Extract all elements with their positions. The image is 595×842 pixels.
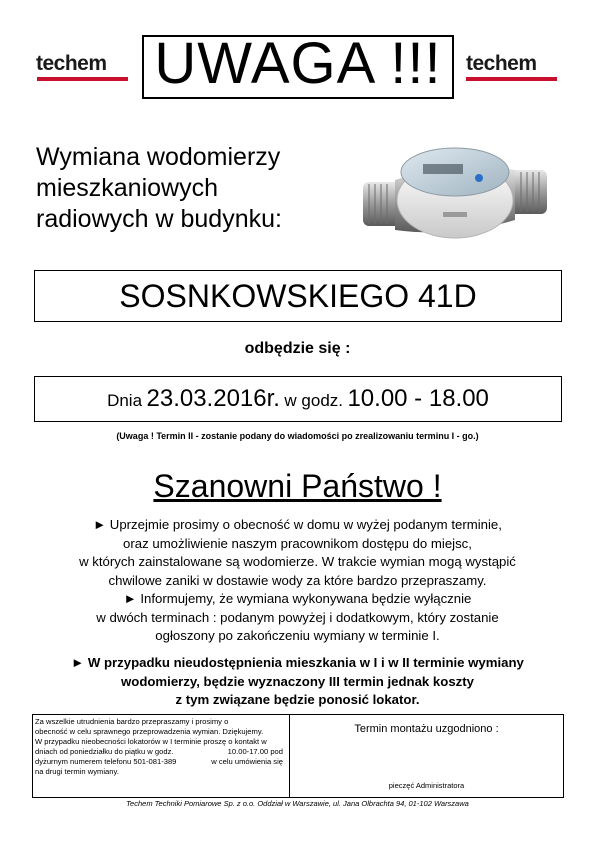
apology-text xyxy=(35,717,283,777)
apology-line: na drugi termin wymiany. xyxy=(35,767,119,776)
apology-line: Za wszelkie utrudnienia bardzo przepraszamy i prosimy o xyxy=(35,717,229,726)
intro-line-3: radiowych w budynku: xyxy=(36,205,282,233)
paragraph-3-line: ► W przypadku nieudostępnienia mieszkania w I i w II terminie wymiany xyxy=(71,655,524,670)
assembly-date-label: Termin montażu uzgodniono : xyxy=(354,723,499,735)
apology-line: w celu umówienia się xyxy=(211,757,283,766)
paragraph-1-line: chwilowe zaniki w dostawie wody za które bardzo przepraszamy. xyxy=(108,572,487,588)
techem-logo-left xyxy=(36,52,107,76)
intro-line-2: mieszkaniowych xyxy=(36,174,219,202)
logo-underline-left xyxy=(37,77,128,81)
stamp-label: pieczęć Administratora xyxy=(388,781,465,790)
greeting-heading: Szanowni Państwo ! xyxy=(153,468,442,504)
title-box xyxy=(142,31,454,99)
hours-prefix: w godz. xyxy=(284,391,343,410)
paragraph-3-line: z tym związane będzie ponosić lokator. xyxy=(175,692,420,707)
apology-line: W przypadku nieobecności lokatorów w I terminie proszę o kontakt w xyxy=(35,737,267,746)
date-box xyxy=(34,376,562,422)
paragraph-1-line: ► Uprzejmie prosimy o obecność w domu w wyżej podanym terminie, xyxy=(93,517,502,532)
paragraph-1-line: w których zainstalowane są wodomierze. W trakcie wymian mogą wystąpić xyxy=(79,554,516,569)
apology-line: dyżurnym numerem telefonu 501-081-389 xyxy=(35,757,177,766)
date-value: 23.03.2016r. xyxy=(146,385,280,412)
logo-text-right: techem xyxy=(466,52,537,75)
logo-text-left: techem xyxy=(36,52,107,75)
paragraph-3-line: wodomierzy, będzie wyznaczony III termin jednak koszty xyxy=(121,673,474,689)
water-meter-image xyxy=(355,120,555,250)
apology-line: obecność w celu sprawnego przeprowadzenia wymian. Dziękujemy. xyxy=(35,727,264,736)
logo-underline-right xyxy=(466,77,557,81)
paragraph-2-line: ogłoszony po zakończeniu wymiany w terminie I. xyxy=(155,628,440,643)
company-footer: Techem Techniki Pomiarowe Sp. z o.o. Oddział w Warszawie, ul. Jana Olbrachta 94, 01-102 Warszawa xyxy=(126,799,469,808)
term-note: (Uwaga ! Termin II - zostanie podany do wiadomości po zrealizowaniu terminu I - go.) xyxy=(116,431,479,441)
paragraph-1-line: oraz umożliwienie naszym pracownikom dostępu do miejsc, xyxy=(123,535,472,551)
date-prefix: Dnia xyxy=(107,391,143,410)
paragraph-2-line: w dwóch terminach : podanym powyżej i dodatkowym, który zostanie xyxy=(96,609,499,625)
footer-box xyxy=(32,714,564,798)
building-address: SOSNKOWSKIEGO 41D xyxy=(119,278,477,314)
paragraph-1 xyxy=(20,516,575,590)
apology-line: dniach od poniedziałku do piątku w godz. xyxy=(35,747,174,756)
page-title: UWAGA !!! xyxy=(154,31,442,96)
address-box xyxy=(34,270,562,322)
schedule-label: odbędzie się : xyxy=(244,340,351,357)
apology-line: 10.00-17.00 pod xyxy=(227,747,283,756)
paragraph-3 xyxy=(20,654,575,710)
intro-line-1: Wymiana wodomierzy xyxy=(36,143,281,171)
hours-value: 10.00 - 18.00 xyxy=(347,385,489,412)
paragraph-2 xyxy=(20,590,575,646)
techem-logo-right xyxy=(466,52,537,76)
paragraph-2-line: ► Informujemy, że wymiana wykonywana będzie wyłącznie xyxy=(123,591,472,606)
intro-text xyxy=(36,142,366,235)
